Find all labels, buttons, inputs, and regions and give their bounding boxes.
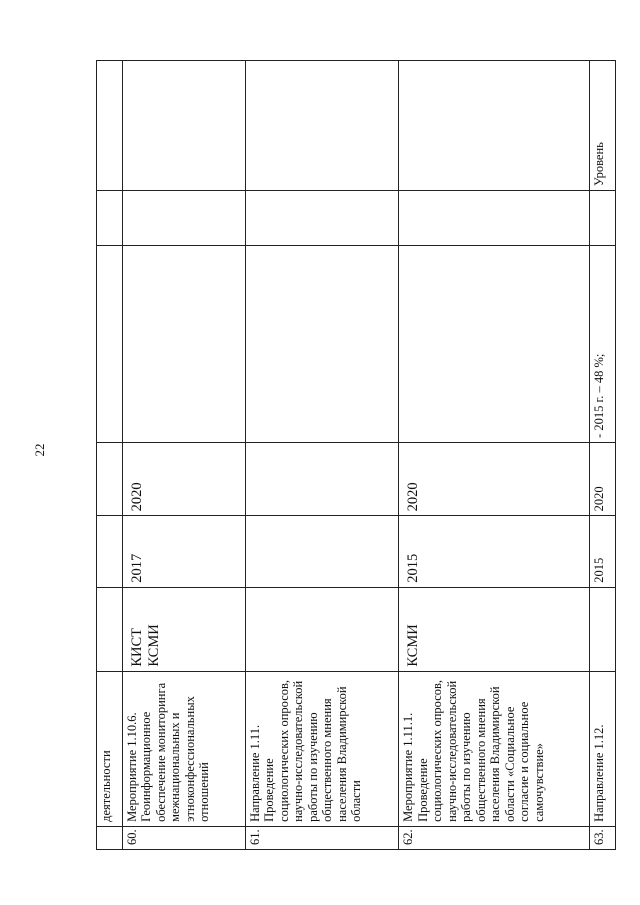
page-number: 22 [32,443,47,457]
table-cell [399,61,590,191]
table-cell [399,191,590,246]
rotated-table-wrapper [96,60,616,850]
table-cell [97,587,123,671]
row-executor: КСМИ [399,587,590,671]
table-row [245,61,398,850]
table-cell [97,442,123,515]
row-indicator: - 2015 г. – 48 %; [590,245,616,442]
table-cell [245,61,398,191]
table-cell [97,516,123,587]
row-activity: Направление 1.12. [590,671,616,826]
row-executor [590,587,616,671]
table-cell [245,191,398,246]
table-cell [97,61,123,191]
table-row [97,61,123,850]
row-end-year [245,442,398,515]
row-number: 63. [590,826,616,849]
row-number: 62. [399,826,590,849]
table-row [590,61,616,850]
row-indicator [399,245,590,442]
row-number: 60. [122,826,245,849]
row-start-year [245,516,398,587]
row-end-year: 2020 [399,442,590,515]
row-activity: Направление 1.11. Проведение социологических опросов, научно-исследовательской работы по изучению общественного мнения населения Владимирской области [245,671,398,826]
table-cell [590,191,616,246]
table-cell [97,245,123,442]
table-row [122,61,245,850]
table-cell-activity-continued: деятельности [97,671,123,826]
row-start-year: 2017 [122,516,245,587]
row-indicator [245,245,398,442]
table-cell [97,191,123,246]
row-activity: Мероприятие 1.11.1. Проведение социологических опросов, научно-исследовательской работы по изучению общественного мнения населения Владимирской области «Социальное согласие и социальное самочувствие» [399,671,590,826]
row-indicator [122,245,245,442]
row-start-year: 2015 [590,516,616,587]
table-cell [122,61,245,191]
row-end-year: 2020 [590,442,616,515]
table-cell [122,191,245,246]
table-row [399,61,590,850]
row-executor: КИСТ КСМИ [122,587,245,671]
row-activity: Мероприятие 1.10.6. Геоинформационное обеспечение мониторинга межнациональных и этноконфессиональных отношений [122,671,245,826]
row-start-year: 2015 [399,516,590,587]
table-cell [97,826,123,849]
row-executor [245,587,398,671]
row-number: 61. [245,826,398,849]
program-table [96,60,616,850]
row-end-year: 2020 [122,442,245,515]
row-indicator-name: Уровень [590,61,616,191]
